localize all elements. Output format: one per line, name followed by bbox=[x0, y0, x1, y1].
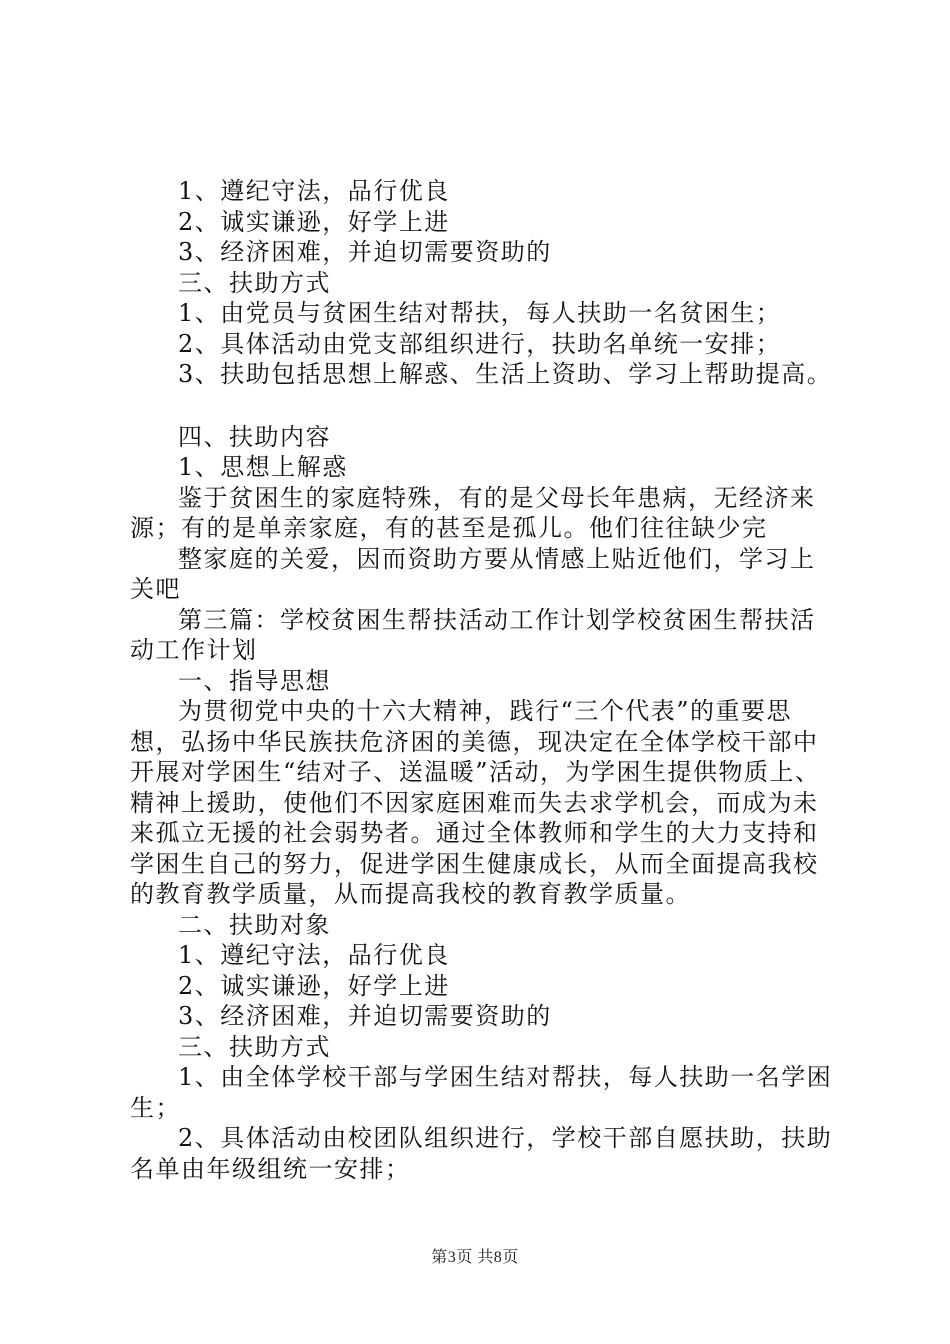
chapter-title: 第三篇：学校贫困生帮扶活动工作计划学校贫困生帮扶活 bbox=[178, 605, 816, 634]
list-item: 2、具体活动由校团队组织进行，学校干部自愿扶助，扶助 bbox=[178, 1124, 833, 1152]
paragraph-line: 学困生自己的努力，促进学困生健康成长，从而全面提高我校 bbox=[130, 849, 819, 878]
section-heading: 一、指导思想 bbox=[178, 666, 331, 695]
list-item: 2、具体活动由党支部组织进行，扶助名单统一安排； bbox=[178, 329, 782, 358]
paragraph-line: 为贯彻党中央的十六大精神，践行“三个代表”的重要思 bbox=[178, 697, 793, 725]
list-item: 3、经济困难，并迫切需要资助的 bbox=[178, 238, 552, 266]
list-item: 1、由全体学校干部与学困生结对帮扶，每人扶助一名学困 bbox=[178, 1063, 833, 1091]
document-body bbox=[130, 176, 833, 1184]
page-footer: 第3页 共8页 bbox=[431, 1249, 519, 1266]
paragraph-gap bbox=[130, 390, 830, 422]
paragraph-line: 来孤立无援的社会弱势者。通过全体教师和学生的大力支持和 bbox=[130, 819, 819, 847]
section-heading: 三、扶助方式 bbox=[178, 268, 331, 297]
list-item: 1、遵纪守法，品行优良 bbox=[178, 177, 450, 205]
paragraph-line: 鉴于贫困生的家庭特殊，有的是父母长年患病，无经济来 bbox=[178, 483, 816, 512]
list-item-continued: 名单由年级组统一安排； bbox=[130, 1154, 411, 1183]
paragraph-line: 想，弘扬中华民族扶危济困的美德，现决定在全体学校干部中 bbox=[130, 727, 819, 756]
list-item-continued: 生； bbox=[130, 1093, 181, 1122]
section-heading: 二、扶助对象 bbox=[178, 910, 331, 939]
list-item: 2、诚实谦逊，好学上进 bbox=[178, 207, 450, 236]
paragraph-line: 的教育教学质量，从而提高我校的教育教学质量。 bbox=[130, 880, 691, 908]
list-item: 3、扶助包括思想上解惑、生活上资助、学习上帮助提高。 bbox=[178, 360, 833, 388]
chapter-title-continued: 动工作计划 bbox=[130, 636, 258, 664]
list-item: 3、经济困难，并迫切需要资助的 bbox=[178, 1002, 552, 1030]
list-item: 1、由党员与贫困生结对帮扶，每人扶助一名贫困生； bbox=[178, 299, 782, 327]
paragraph-line: 关吧 bbox=[130, 575, 181, 603]
section-heading: 三、扶助方式 bbox=[178, 1032, 331, 1061]
paragraph-line: 整家庭的关爱，因而资助方要从情感上贴近他们，学习上 bbox=[178, 544, 816, 573]
paragraph-line: 开展对学困生“结对子、送温暖”活动，为学困生提供物质上、 bbox=[130, 758, 821, 786]
list-item: 2、诚实谦逊，好学上进 bbox=[178, 971, 450, 1000]
section-heading: 四、扶助内容 bbox=[178, 422, 331, 451]
paragraph-line: 源；有的是单亲家庭，有的甚至是孤儿。他们往往缺少完 bbox=[130, 514, 768, 542]
list-item: 1、遵纪守法，品行优良 bbox=[178, 941, 450, 969]
list-item: 1、思想上解惑 bbox=[178, 453, 348, 481]
paragraph-line: 精神上援助，使他们不因家庭困难而失去求学机会，而成为未 bbox=[130, 788, 819, 817]
